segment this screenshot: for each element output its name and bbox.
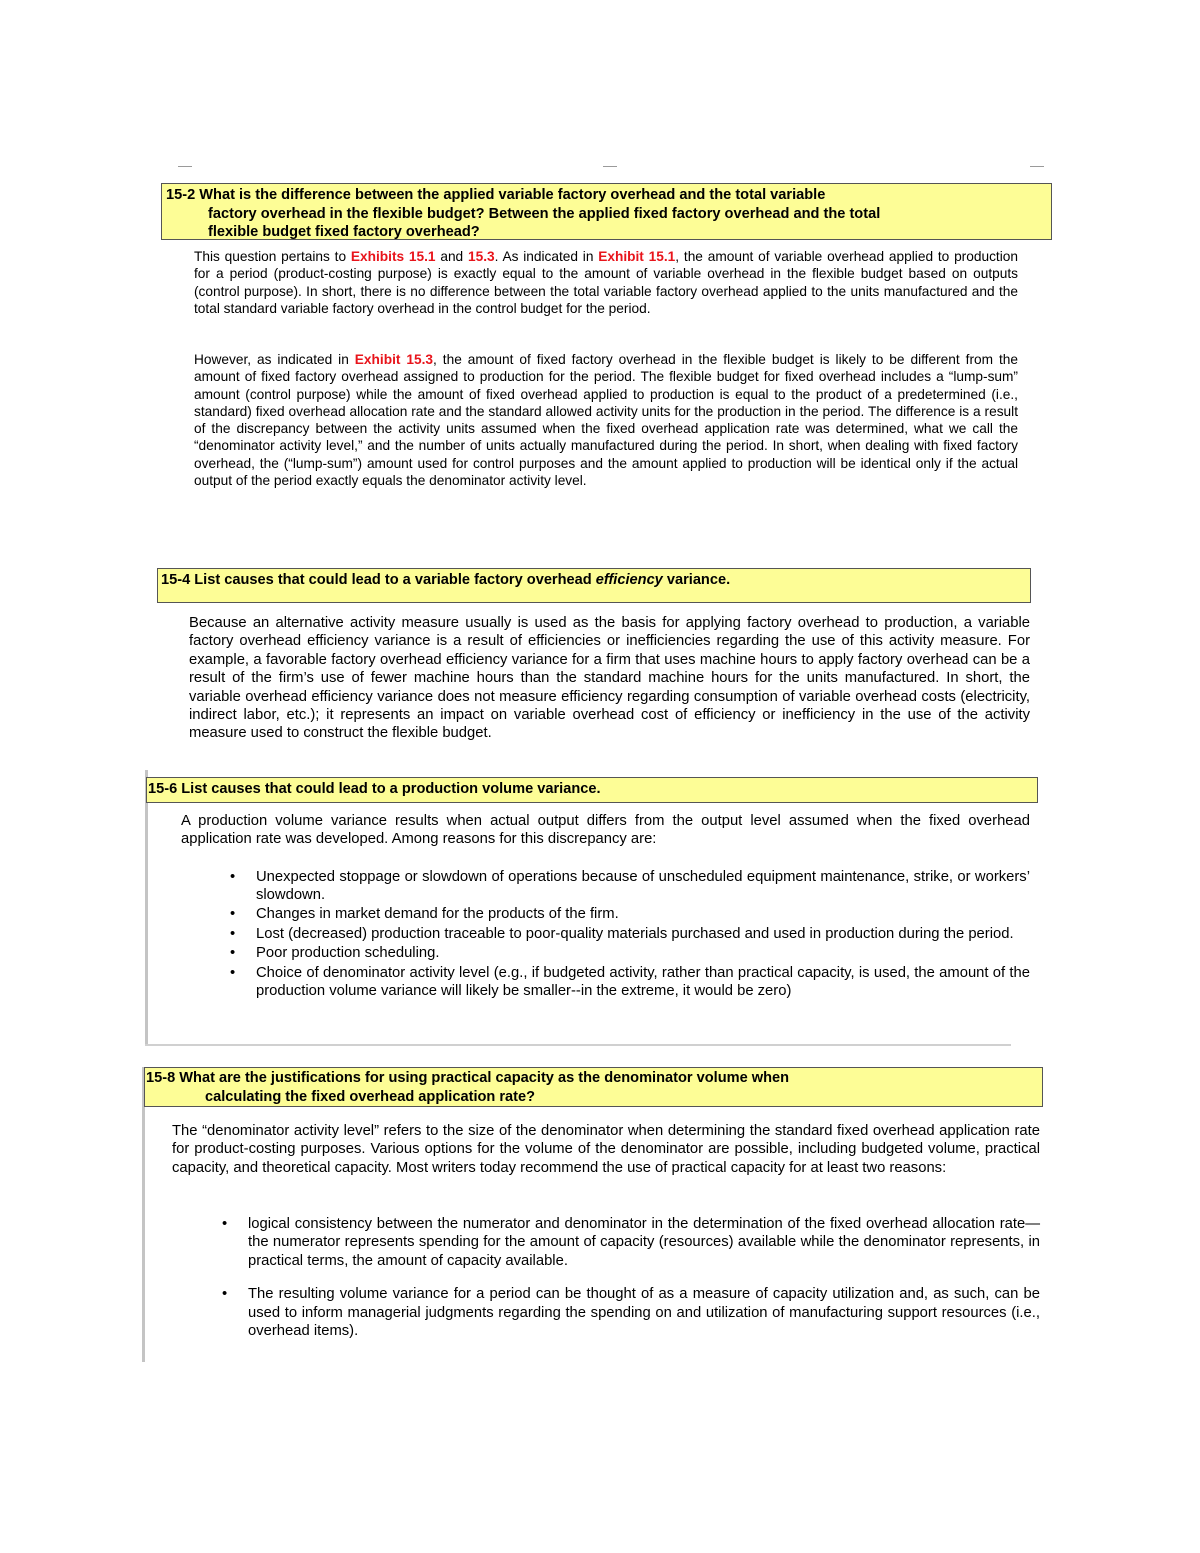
question-15-4-header (157, 568, 1031, 603)
exhibit-15-1-reference-second: Exhibit 15.1 (598, 249, 676, 264)
answer-15-4-paragraph: Because an alternative activity measure usually is used as the basis for applying factory overhead to production, a variable factory overhead efficiency variance is a result of efficiencies or inefficiencies regarding the use of this activity measure. For example, a favorable factory overhead efficiency variance for a firm that uses machine hours to apply factory overhead can be a result of the firm’s use of fewer machine hours than the standard machine hours for the units manufactured. In short, the variable overhead efficiency variance does not measure efficiency regarding consumption of variable overhead costs (electricity, indirect labor, etc.); it represents an impact on variable overhead cost of efficiency or inefficiency in the use of the activity measure used to construct the flexible budget. (189, 615, 1030, 742)
exhibit-15-3-reference: 15.3 (467, 249, 495, 264)
list-item (230, 925, 1030, 943)
question-15-8-title-line2: calculating the fixed overhead application rate? (205, 1088, 536, 1105)
bullet-icon: • (230, 905, 236, 922)
answer-15-6-bullet-list (230, 868, 1030, 1001)
list-item-text: Unexpected stoppage or slowdown of operations because of unscheduled equipment maintenance, strike, or workers’ slowdown. (256, 869, 1030, 904)
answer-15-2-p2-text-b: , the amount of fixed factory overhead in the flexible budget is likely to be different from the amount of fixed factory overhead assigned to production for the period. The flexible budget for fixed overhead includes a “lump-sum” amount (control purpose) while the amount of fixed overhead applied to production is equal to the product of a predetermined (i.e., standard) fixed overhead allocation rate and the standard allowed activity units for the production in the period. The difference is a result of the discrepancy between the activity units assumed when the fixed overhead application rate was determined, what we call the “denominator activity level,” and the number of units actually manufactured during the period. In short, when dealing with fixed factory overhead, the (“lump-sum”) amount used for control purposes and the amount applied to production will be identical only if the actual output of the period exactly equals the denominator activity level. (194, 352, 1018, 489)
question-15-4-title-emphasis: efficiency (595, 572, 663, 588)
list-item (222, 1215, 1040, 1270)
list-item-text: The resulting volume variance for a period can be thought of as a measure of capacity utilization and, as such, can be used to inform managerial judgments regarding the spending on and utilization of manufacturing support resources (i.e., overhead items). (248, 1286, 1040, 1340)
question-15-8-header (144, 1067, 1043, 1107)
question-15-2-header (161, 183, 1052, 240)
answer-15-2-p2-text-a: However, as indicated in (194, 352, 355, 367)
question-15-6-title: 15-6 List causes that could lead to a production volume variance. (148, 781, 601, 797)
section-15-6-bottom-rule (145, 1044, 1011, 1046)
answer-15-8-intro: The “denominator activity level” refers to the size of the denominator when determining the standard fixed overhead application rate for product-costing purposes. Various options for the volume of the denominator are possible, including budgeted volume, practical capacity, and theoretical capacity. Most writers today recommend the use of practical capacity for at least two reasons: (172, 1123, 1040, 1176)
question-15-4-title-a: 15-4 List causes that could lead to a variable factory overhead (161, 572, 596, 588)
list-item-text: logical consistency between the numerator and denominator in the determination of the fixed overhead allocation rate—the numerator represents spending for the amount of capacity (resources) available while the denominator represents, in practical terms, the amount of capacity available. (248, 1216, 1040, 1269)
list-item-text: Poor production scheduling. (256, 944, 440, 961)
page-mark-center (603, 166, 617, 167)
list-item-text: Lost (decreased) production traceable to poor-quality materials purchased and used in production during the period. (256, 926, 1014, 943)
question-15-2-title-line3: flexible budget fixed factory overhead? (208, 224, 480, 241)
bullet-icon: • (222, 1286, 228, 1303)
answer-15-2-paragraph-2 (194, 351, 1018, 489)
answer-15-2-p1-text-a: This question pertains to (194, 249, 351, 264)
question-15-4-title-b: variance. (662, 572, 731, 588)
question-15-2-title-line2: factory overhead in the flexible budget? Between the applied fixed factory overhead and the total (208, 205, 881, 222)
answer-15-2-paragraph-1 (194, 248, 1018, 317)
list-item (230, 905, 1030, 923)
question-15-2-title-line1: 15-2 What is the difference between the applied variable factory overhead and the total variable (166, 187, 826, 203)
page-mark-right (1030, 166, 1044, 167)
section-15-8-left-rule (142, 1067, 145, 1362)
answer-15-2-p1-text-d: , the amount of variable overhead applied to production for a period (product-costing purpose) is exactly equal to the amount of variable overhead in the flexible budget based on outputs (control purpose). In short, there is no difference between the total variable factory overhead applied to the units manufactured and the total standard variable factory overhead in the control budget for the period. (194, 249, 1018, 316)
list-item (230, 944, 1030, 962)
list-item-text: Changes in market demand for the products of the firm. (256, 905, 619, 922)
section-15-6-left-rule (145, 770, 148, 1045)
bullet-icon: • (230, 965, 236, 982)
bullet-icon: • (230, 869, 236, 885)
bullet-icon: • (230, 926, 236, 943)
question-15-6-header (146, 777, 1038, 803)
list-item-text: Choice of denominator activity level (e.g., if budgeted activity, rather than practical capacity, is used, the amount of the production volume variance will likely be smaller--in the extreme, it would be zero) (256, 965, 1030, 1000)
list-item (230, 964, 1030, 1001)
answer-15-8-bullet-list (222, 1215, 1040, 1340)
answer-15-6-intro: A production volume variance results when actual output differs from the output level assumed when the fixed overhead application rate was developed. Among reasons for this discrepancy are: (181, 813, 1030, 848)
bullet-icon: • (230, 944, 236, 961)
answer-15-2-p1-text-b: and (435, 249, 468, 264)
question-15-8-title-line1: 15-8 What are the justifications for using practical capacity as the denominator volume when (146, 1070, 790, 1086)
exhibit-15-1-reference: Exhibits 15.1 (350, 249, 436, 264)
list-item (230, 868, 1030, 905)
list-item (222, 1285, 1040, 1340)
bullet-icon: • (222, 1216, 228, 1232)
page-mark-left (178, 166, 192, 167)
answer-15-2-p1-text-c: . As indicated in (494, 249, 599, 264)
exhibit-15-3-reference-second: Exhibit 15.3 (354, 352, 434, 367)
